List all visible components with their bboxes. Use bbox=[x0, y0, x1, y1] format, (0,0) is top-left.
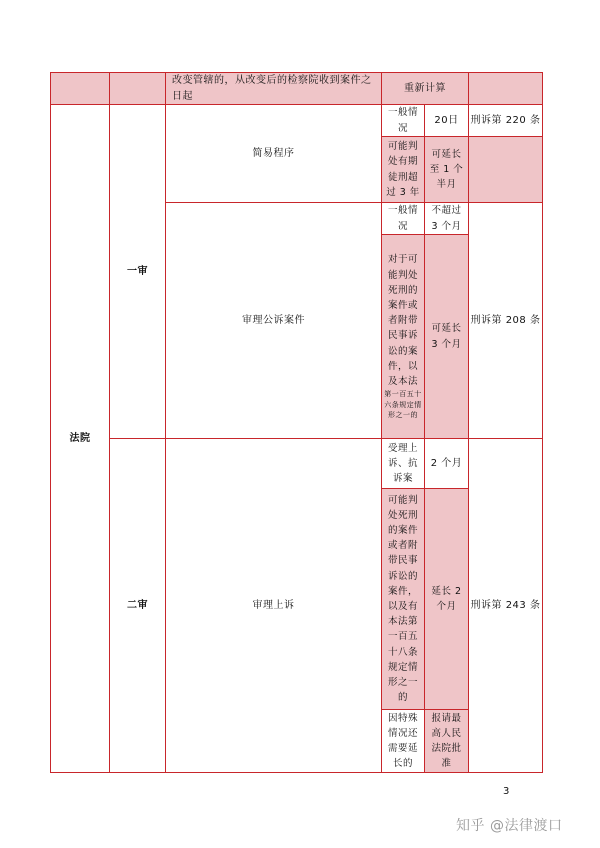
public-condition-extended-main: 对于可能判处死刑的案件或者附带民事诉讼的案件，以及本法 bbox=[387, 254, 418, 387]
header-blank-col6 bbox=[468, 72, 543, 105]
public-article: 刑诉第 208 条 bbox=[468, 202, 543, 439]
header-blank-col2 bbox=[109, 72, 166, 105]
public-condition-extended bbox=[381, 234, 425, 439]
first-instance-label: 一审 bbox=[109, 104, 166, 439]
header-recalc: 重新计算 bbox=[381, 72, 469, 105]
org-court: 法院 bbox=[50, 104, 110, 773]
procedure-summary: 简易程序 bbox=[165, 104, 382, 203]
summary-period-general: 20日 bbox=[424, 104, 469, 137]
appeal-period-special: 报请最高人民法院批准 bbox=[424, 709, 469, 773]
summary-condition-general: 一般情况 bbox=[381, 104, 425, 137]
appeal-condition-extended: 可能判处死刑的案件或者附带民事诉讼的案件，以及有本法第一百五十八条规定情形之一的 bbox=[381, 488, 425, 710]
appeal-article: 刑诉第 243 条 bbox=[468, 438, 543, 773]
summary-condition-extended: 可能判处有期徒刑超过 3 年 bbox=[381, 136, 425, 203]
appeal-condition-special: 因特殊情况还需要延长的 bbox=[381, 709, 425, 773]
second-instance-label: 二审 bbox=[109, 438, 166, 773]
page-number: 3 bbox=[503, 786, 510, 797]
public-condition-extended-small: 第一百五十六条规定情形之一的 bbox=[384, 390, 422, 420]
procedure-public-prosecution: 审理公诉案件 bbox=[165, 202, 382, 439]
public-period-extended: 可延长 3 个月 bbox=[424, 234, 469, 439]
summary-period-extended: 可延长至 1 个半月 bbox=[424, 136, 469, 203]
procedure-appeal: 审理上诉 bbox=[165, 438, 382, 773]
summary-article-blank bbox=[468, 136, 543, 203]
header-blank-col1 bbox=[50, 72, 110, 105]
appeal-condition-general: 受理上诉、抗诉案 bbox=[381, 438, 425, 489]
appeal-period-general: 2 个月 bbox=[424, 438, 469, 489]
header-note: 改变管辖的，从改变后的检察院收到案件之日起 bbox=[165, 72, 382, 105]
watermark: 知乎 @法律渡口 bbox=[456, 818, 563, 834]
public-period-general: 不超过 3 个月 bbox=[424, 202, 469, 235]
public-condition-general: 一般情况 bbox=[381, 202, 425, 235]
summary-article: 刑诉第 220 条 bbox=[468, 104, 543, 137]
appeal-period-extended: 延长 2 个月 bbox=[424, 488, 469, 710]
